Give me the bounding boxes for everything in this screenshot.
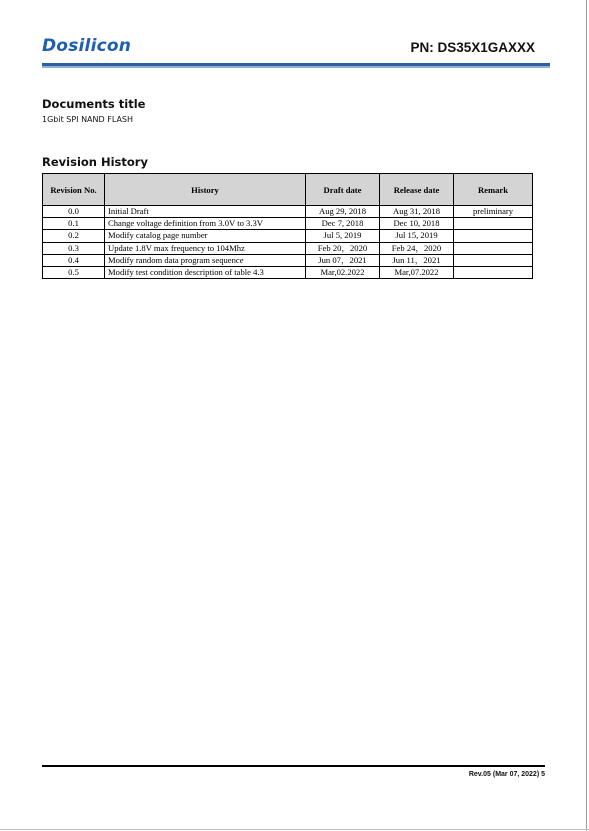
cell-history: Update 1.8V max frequency to 104Mhz bbox=[105, 242, 306, 254]
column-header-history: History bbox=[105, 174, 306, 206]
cell-release-date: Mar,07.2022 bbox=[380, 267, 454, 279]
column-header-draft-date: Draft date bbox=[306, 174, 380, 206]
table-row bbox=[43, 242, 533, 254]
part-number: PN: DS35X1GAXXX bbox=[410, 40, 535, 55]
cell-release-date: Jun 11，2021 bbox=[380, 254, 454, 266]
documents-title-heading: Documents title bbox=[42, 97, 146, 111]
table-row bbox=[43, 218, 533, 230]
column-header-release-date: Release date bbox=[380, 174, 454, 206]
footer-rule bbox=[42, 765, 545, 767]
cell-draft-date: Jun 07，2021 bbox=[306, 254, 380, 266]
header-rule-shadow bbox=[42, 66, 550, 68]
cell-revision: 0.5 bbox=[43, 267, 105, 279]
cell-release-date: Aug 31, 2018 bbox=[380, 206, 454, 218]
cell-history: Modify catalog page number bbox=[105, 230, 306, 242]
table-row bbox=[43, 206, 533, 218]
cell-remark bbox=[454, 267, 533, 279]
cell-history: Modify test condition description of table 4.3 bbox=[105, 267, 306, 279]
cell-revision: 0.4 bbox=[43, 254, 105, 266]
table-row bbox=[43, 267, 533, 279]
cell-remark bbox=[454, 230, 533, 242]
cell-revision: 0.0 bbox=[43, 206, 105, 218]
cell-release-date: Dec 10, 2018 bbox=[380, 218, 454, 230]
cell-history: Initial Draft bbox=[105, 206, 306, 218]
cell-history: Modify random data program sequence bbox=[105, 254, 306, 266]
table-row bbox=[43, 230, 533, 242]
cell-draft-date: Jul 5, 2019 bbox=[306, 230, 380, 242]
cell-history: Change voltage definition from 3.0V to 3.3V bbox=[105, 218, 306, 230]
revision-history-heading: Revision History bbox=[42, 155, 148, 169]
cell-release-date: Feb 24，2020 bbox=[380, 242, 454, 254]
page-header bbox=[0, 0, 589, 80]
cell-revision: 0.3 bbox=[43, 242, 105, 254]
cell-draft-date: Feb 20，2020 bbox=[306, 242, 380, 254]
column-header-revision: Revision No. bbox=[43, 174, 105, 206]
table-row bbox=[43, 254, 533, 266]
cell-draft-date: Mar,02.2022 bbox=[306, 267, 380, 279]
cell-draft-date: Aug 29, 2018 bbox=[306, 206, 380, 218]
page-edge bbox=[586, 0, 587, 831]
cell-revision: 0.2 bbox=[43, 230, 105, 242]
footer-revision-page: Rev.05 (Mar 07, 2022) 5 bbox=[468, 771, 545, 778]
page-edge bbox=[0, 829, 589, 830]
dosilicon-logo: Dosilicon bbox=[42, 36, 132, 56]
revision-history-table bbox=[42, 173, 533, 279]
column-header-remark: Remark bbox=[454, 174, 533, 206]
table-header-row bbox=[43, 174, 533, 206]
cell-release-date: Jul 15, 2019 bbox=[380, 230, 454, 242]
cell-remark bbox=[454, 254, 533, 266]
cell-remark: preliminary bbox=[454, 206, 533, 218]
cell-revision: 0.1 bbox=[43, 218, 105, 230]
cell-draft-date: Dec 7, 2018 bbox=[306, 218, 380, 230]
cell-remark bbox=[454, 218, 533, 230]
documents-title-value: 1Gbit SPI NAND FLASH bbox=[42, 115, 134, 124]
cell-remark bbox=[454, 242, 533, 254]
